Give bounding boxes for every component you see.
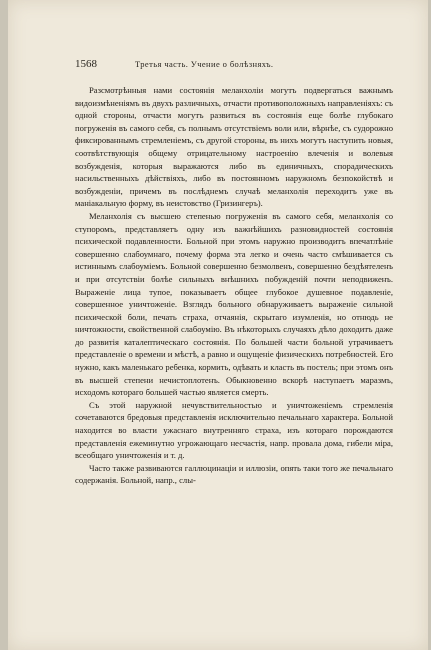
page-number: 1568 — [75, 58, 97, 70]
running-head: Третья часть. Учение о болѣзняхъ. — [135, 59, 274, 69]
paragraph-2: Меланхолія съ высшею степенью погруженія въ самого себя, меланхолія со ступоромъ, представляетъ одну изъ важнѣйшихъ разновидностей состоянія психической подавленности. Больной при этомъ наружно производитъ впечатлѣніе совершенно слабоумнаго, почему форма эта легко и очень часто смѣшивается съ истиннымъ слабоуміемъ. Больной совершенно безмолвенъ, совершенно бездѣятеленъ и при отсутствіи болѣе сильныхъ внѣшнихъ побужденій почти неподвиженъ. Выраженіе лица тупое, показываетъ общее глубокое душевное подавленіе, совершенное уничтоженіе. Взглядъ больного обнаруживаетъ выраженіе сильной психической боли, печать страха, отчаянія, скрытаго изумленія, но отнюдь не ничтожности, свойственной слабоумію. Въ нѣкоторыхъ случаяхъ дѣло доходитъ даже до развитія каталептическаго состоянія. По большей части больной утрачиваетъ представленіе о времени и мѣстѣ, а равно и ощущеніе физическихъ потребностей. Его нужно, какъ маленькаго ребенка, кормить, одѣвать и класть въ постель; при этомъ онъ въ высшей степени нечистоплотенъ. Обыкновенно вскорѣ наступаетъ маразмъ, исходомъ котораго большей частью является смерть. — [75, 210, 393, 398]
paragraph-4: Часто также развиваются галлюцинаціи и иллюзіи, опять таки того же печальнаго содержанія. Больной, напр., слы- — [75, 462, 393, 486]
page-header — [75, 58, 393, 72]
paragraph-1: Разсмотрѣнныя нами состоянія меланхоліи могутъ подвергаться важнымъ видоизмѣненіямъ въ двухъ различныхъ, отчасти противоположныхъ направленіяхъ: съ одной стороны, отчасти могутъ развиться въ состоянія еще болѣе глубокаго погруженія въ самого себя, съ полнымъ отсутствіемъ воли или, вѣрнѣе, съ судорожно фиксированнымъ стремленіемъ, съ другой стороны, въ нихъ могутъ наступить новыя, соотвѣтствующія общему отрицательному настроенію влеченія и волевыя возбужденія, которыя выражаются либо въ единичныхъ, спорадическихъ насильственныхъ дѣйствіяхъ, либо въ постоянномъ наружномъ безпокойствѣ и возбужденіи, причемъ въ послѣднемъ случаѣ меланхолія переходитъ уже въ маніакальную форму, въ неистовство (Гризингеръ). — [75, 85, 393, 209]
book-page — [8, 0, 428, 650]
paragraph-3: Съ этой наружной нечувствительностью и уничтоженіемъ стремленія сочетаваются бредовыя представленія исключительно печальнаго характера. Больной находится во власти ужаснаго внутренняго страха, изъ котораго порождаются представленія ежеминутно угрожающаго несчастія, напр. провала дома, гибели міра, всеобщаго уничтоженія и т. д. — [75, 399, 393, 461]
text-body — [75, 84, 393, 487]
